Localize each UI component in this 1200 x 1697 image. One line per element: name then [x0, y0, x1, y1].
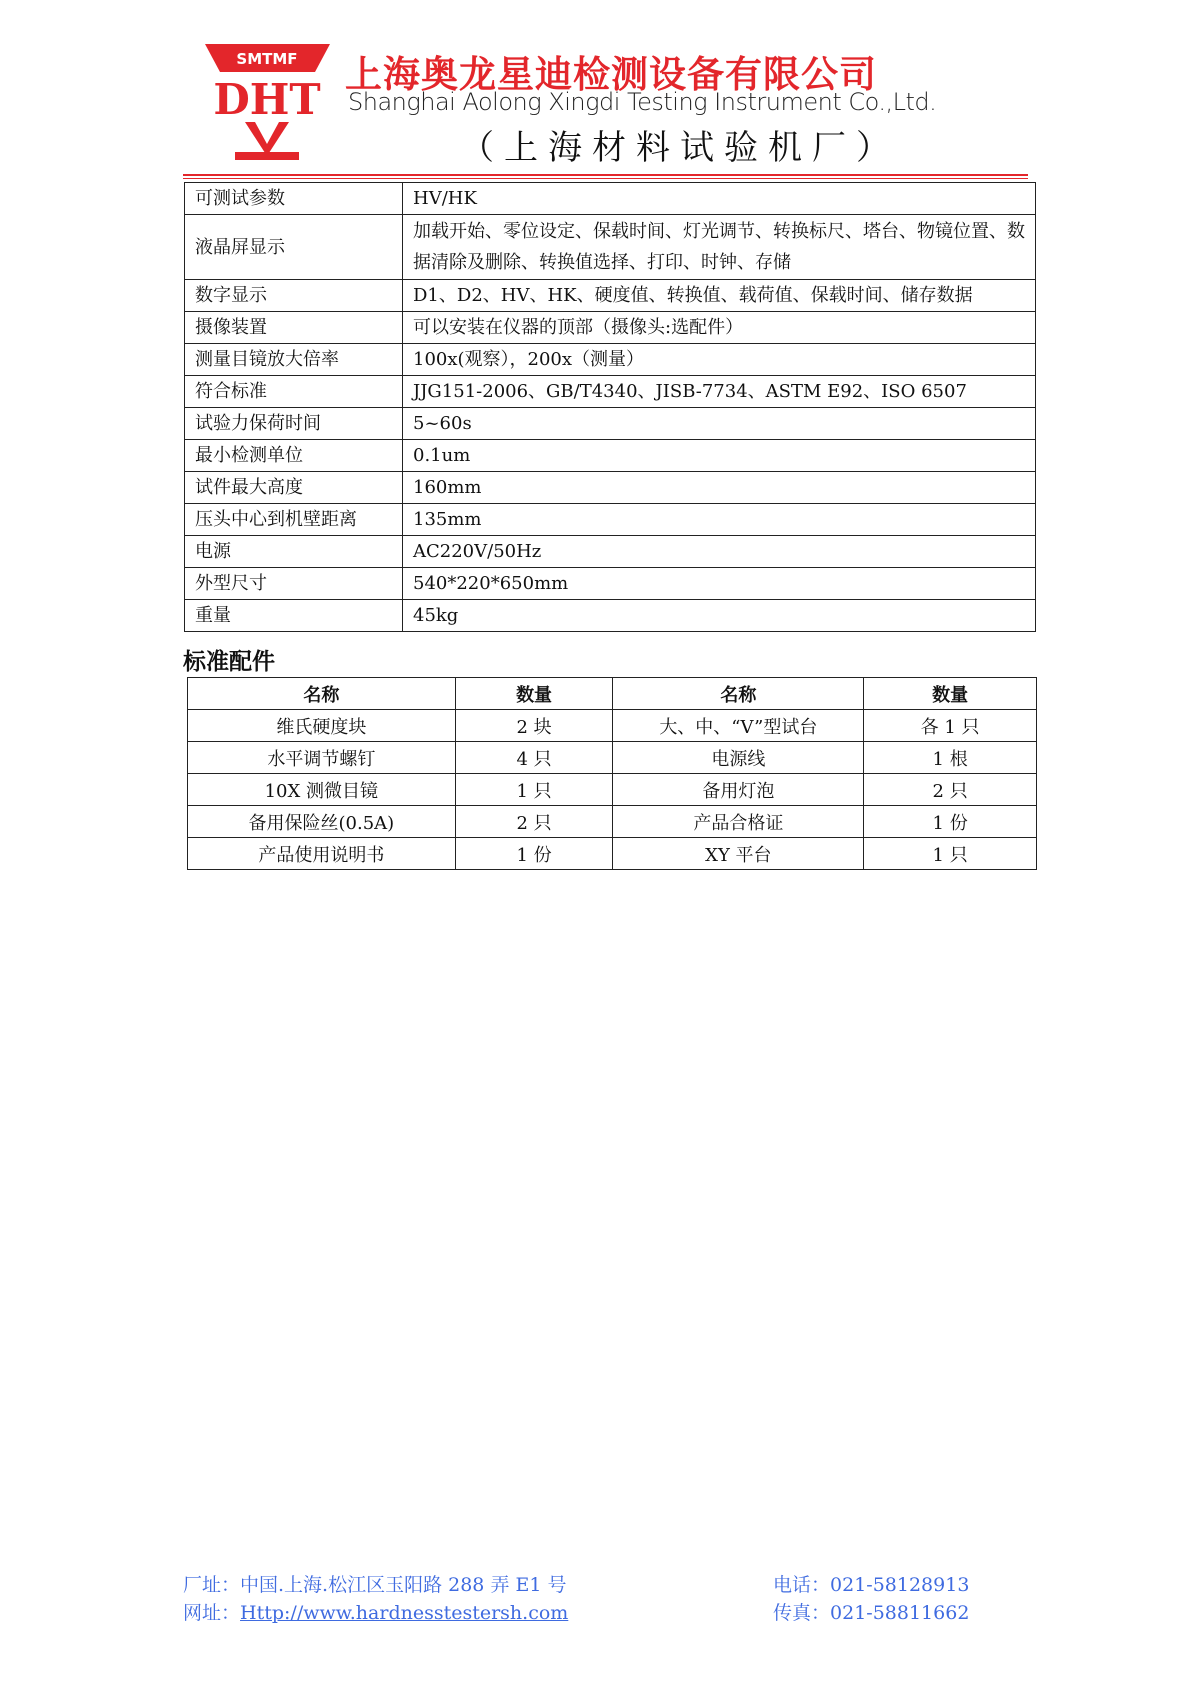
spec-value: 加载开始、零位设定、保载时间、灯光调节、转换标尺、塔台、物镜位置、数据清除及删除、转换值选择、打印、时钟、存储 [403, 215, 1036, 280]
header-divider-thin [183, 178, 1028, 179]
accessory-name: 水平调节螺钉 [188, 742, 456, 774]
spec-row [185, 536, 1036, 568]
spec-label: 符合标准 [185, 376, 403, 408]
website-link[interactable]: Http://www.hardnesstestersh.com [240, 1602, 569, 1624]
spec-label: 数字显示 [185, 280, 403, 312]
spec-row [185, 408, 1036, 440]
spec-value: 45kg [403, 600, 1036, 632]
spec-value: AC220V/50Hz [403, 536, 1036, 568]
spec-row [185, 312, 1036, 344]
accessory-row [188, 806, 1037, 838]
spec-label: 外型尺寸 [185, 568, 403, 600]
spec-row [185, 376, 1036, 408]
spec-label: 测量目镜放大倍率 [185, 344, 403, 376]
accessory-quantity: 1 份 [864, 806, 1037, 838]
spec-value: 135mm [403, 504, 1036, 536]
spec-table [184, 182, 1036, 632]
spec-label: 可测试参数 [185, 183, 403, 215]
accessory-name: 备用保险丝(0.5A) [188, 806, 456, 838]
accessory-quantity: 1 份 [455, 838, 613, 870]
factory-subtitle: （上海材料试验机厂） [460, 128, 900, 168]
spec-value: JJG151-2006、GB/T4340、JISB-7734、ASTM E92、ISO 6507 [403, 376, 1036, 408]
spec-label: 试验力保荷时间 [185, 408, 403, 440]
spec-label: 重量 [185, 600, 403, 632]
accessory-row [188, 710, 1037, 742]
accessory-row [188, 838, 1037, 870]
logo-main-text: DHT [213, 75, 321, 124]
spec-value: D1、D2、HV、HK、硬度值、转换值、载荷值、保载时间、储存数据 [403, 280, 1036, 312]
accessory-quantity: 2 只 [864, 774, 1037, 806]
spec-row [185, 440, 1036, 472]
spec-value: 100x(观察），200x（测量） [403, 344, 1036, 376]
company-name-cn: 上海奥龙星迪检测设备有限公司 [345, 53, 877, 96]
accessory-quantity: 2 只 [455, 806, 613, 838]
address-value: 中国.上海.松江区玉阳路 288 弄 E1 号 [240, 1574, 567, 1596]
spec-value: 0.1um [403, 440, 1036, 472]
spec-value: 540*220*650mm [403, 568, 1036, 600]
header-divider [183, 174, 1028, 176]
footer-website [183, 1598, 568, 1625]
accessories-title: 标准配件 [183, 649, 275, 675]
accessory-name: XY 平台 [613, 838, 864, 870]
accessory-quantity: 各 1 只 [864, 710, 1037, 742]
accessory-name: 维氏硬度块 [188, 710, 456, 742]
spec-label: 摄像装置 [185, 312, 403, 344]
spec-row [185, 504, 1036, 536]
accessories-header: 名称 [188, 678, 456, 710]
spec-value: HV/HK [403, 183, 1036, 215]
footer-address [183, 1570, 566, 1597]
accessory-name: 备用灯泡 [613, 774, 864, 806]
spec-row [185, 472, 1036, 504]
accessory-row [188, 774, 1037, 806]
phone-label: 电话： [773, 1574, 831, 1596]
accessory-quantity: 4 只 [455, 742, 613, 774]
spec-value: 160mm [403, 472, 1036, 504]
accessory-name: 大、中、“V”型试台 [613, 710, 864, 742]
company-name-en: Shanghai Aolong Xingdi Testing Instrument Co.,Ltd. [348, 88, 937, 116]
accessories-header: 数量 [864, 678, 1037, 710]
accessory-quantity: 1 只 [864, 838, 1037, 870]
website-label: 网址： [183, 1602, 241, 1624]
spec-value: 可以安装在仪器的顶部（摄像头:选配件） [403, 312, 1036, 344]
spec-row [185, 215, 1036, 280]
accessories-table [187, 677, 1037, 870]
spec-label: 压头中心到机壁距离 [185, 504, 403, 536]
spec-row [185, 344, 1036, 376]
accessory-row [188, 742, 1037, 774]
accessories-header: 名称 [613, 678, 864, 710]
fax-label: 传真： [773, 1602, 831, 1624]
spec-label: 试件最大高度 [185, 472, 403, 504]
fax-value: 021-58811662 [830, 1602, 970, 1624]
accessory-quantity: 1 只 [455, 774, 613, 806]
accessory-name: 产品合格证 [613, 806, 864, 838]
accessory-name: 10X 测微目镜 [188, 774, 456, 806]
company-logo [205, 44, 335, 162]
accessory-quantity: 2 块 [455, 710, 613, 742]
footer-fax [773, 1598, 969, 1625]
accessory-name: 电源线 [613, 742, 864, 774]
logo-top-text: SMTMF [236, 50, 298, 68]
spec-row [185, 183, 1036, 215]
spec-value: 5~60s [403, 408, 1036, 440]
footer-phone [773, 1570, 969, 1597]
phone-value: 021-58128913 [830, 1574, 970, 1596]
accessory-name: 产品使用说明书 [188, 838, 456, 870]
accessories-header: 数量 [455, 678, 613, 710]
spec-row [185, 568, 1036, 600]
spec-row [185, 280, 1036, 312]
spec-label: 液晶屏显示 [185, 215, 403, 280]
spec-label: 电源 [185, 536, 403, 568]
accessory-quantity: 1 根 [864, 742, 1037, 774]
spec-row [185, 600, 1036, 632]
spec-label: 最小检测单位 [185, 440, 403, 472]
address-label: 厂址： [183, 1574, 241, 1596]
